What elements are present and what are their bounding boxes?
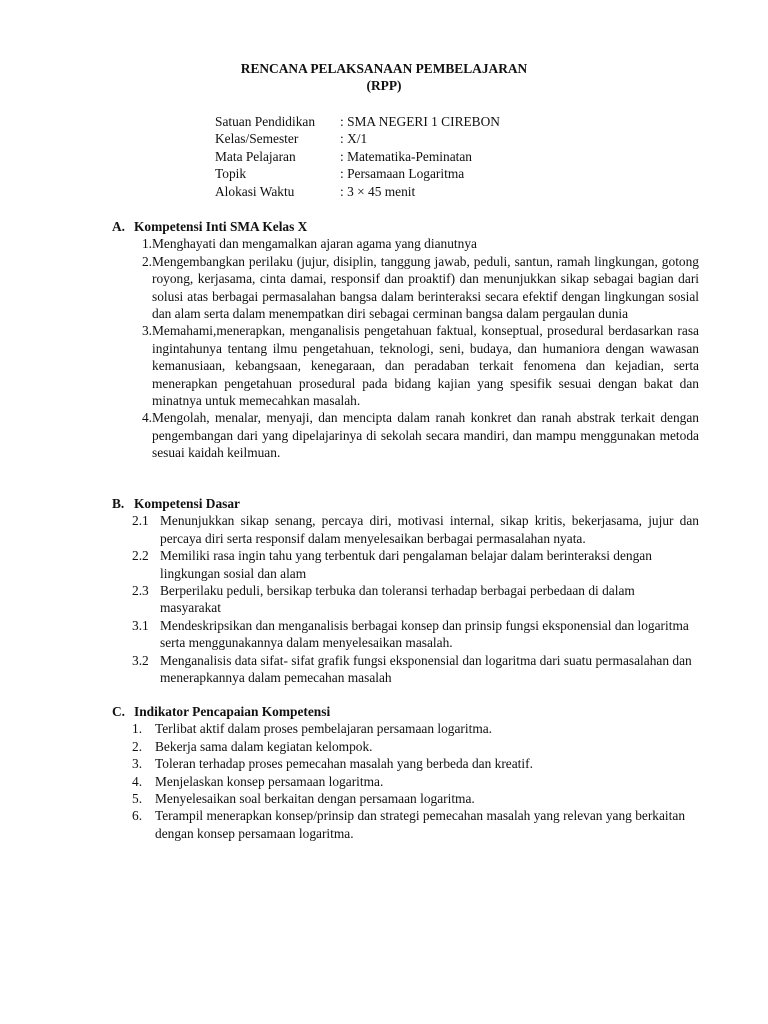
item-text: Menjelaskan konsep persamaan logaritma. [155, 773, 384, 789]
list-item [132, 512, 699, 547]
item-number: 2. [132, 738, 143, 754]
item-text: Mengembangkan perilaku (jujur, disiplin, tanggung jawab, peduli, santun, ramah lingkungan, gotong royong, kerjasama, cinta damai, responsif dan proaktif) dan menunjukkan sikap sebagai bagian dari solusi atas berbagai permasalahan bangsa dalam berinteraksi secara efektif dengan lingkungan sosial dan alam serta dalam menempatkan diri sebagai cerminan bangsa dalam pergaulan dunia [152, 253, 699, 322]
item-number: 3.2 [132, 652, 149, 668]
item-text: Menghayati dan mengamalkan ajaran agama yang dianutnya [152, 236, 477, 252]
item-text: Menganalisis data sifat- sifat grafik fungsi eksponensial dan logaritma dari suatu permasalahan dan menerapkannya dalam pemecahan masalah [160, 652, 692, 686]
list-item [132, 547, 699, 582]
section-list [112, 720, 699, 842]
section-list [112, 512, 699, 686]
list-item [132, 617, 699, 652]
item-text: Mengolah, menalar, menyaji, dan mencipta dalam ranah konkret dan ranah abstrak terkait dengan pengembangan dari yang dipelajarinya di sekolah secara mandiri, dan mampu menggunakan metoda sesuai kaidah keilmuan. [152, 410, 699, 461]
item-text: Toleran terhadap proses pemecahan masalah yang berbeda dan kreatif. [155, 756, 533, 772]
identity-value: : Persamaan Logaritma [340, 166, 465, 182]
item-text: Terlibat aktif dalam proses pembelajaran persamaan logaritma. [155, 721, 493, 737]
section-title: Indikator Pencapaian Kompetensi [134, 704, 331, 719]
item-text: Berperilaku peduli, bersikap terbuka dan toleransi terhadap berbagai perbedaan di dalam masyarakat [160, 583, 635, 616]
section-letter: B. [112, 496, 125, 511]
item-number: 2.2 [132, 548, 149, 564]
identity-label: Topik [215, 166, 247, 182]
identity-value: : 3 × 45 menit [340, 183, 416, 199]
section-heading [112, 218, 699, 235]
item-number: 1. [141, 236, 152, 252]
identity-row [215, 165, 500, 182]
item-number: 4. [141, 410, 152, 426]
item-number: 3.1 [132, 617, 149, 633]
section-letter: C. [112, 704, 126, 719]
section-kompetensi-inti [112, 218, 699, 462]
item-number: 4. [132, 773, 143, 789]
item-text: Menyelesaikan soal berkaitan dengan persamaan logaritma. [155, 791, 475, 807]
identity-label: Kelas/Semester [215, 131, 299, 147]
identity-value: : Matematika-Peminatan [340, 148, 473, 164]
identity-row [215, 113, 500, 130]
list-item [132, 790, 699, 807]
section-title: Kompetensi Inti SMA Kelas X [134, 219, 308, 234]
item-number: 3. [141, 323, 152, 339]
section-heading [112, 495, 699, 512]
list-item [134, 409, 699, 461]
item-number: 5. [132, 791, 143, 807]
identity-value: : X/1 [340, 131, 368, 147]
item-text: Memahami,menerapkan, menganalisis pengetahuan faktual, konseptual, prosedural berdasarkan rasa ingintahunya tentang ilmu pengetahuan, teknologi, seni, budaya, dan humaniora dengan wawasan kemanusiaan, kebangsaan, kenegaraan, dan peradaban terkait fenomena dan kejadian, serta menerapkan pengetahuan prosedural pada bidang kajian yang spesifik sesuai dengan bakat dan minatnya untuk memecahkan masalah. [152, 323, 699, 409]
item-text: Mendeskripsikan dan menganalisis berbagai konsep dan prinsip fungsi eksponensial dan logaritma serta menggunakannya dalam menyelesaikan masalah. [160, 617, 689, 651]
identity-value: : SMA NEGERI 1 CIREBON [340, 114, 500, 129]
identity-label: Mata Pelajaran [215, 148, 296, 164]
list-item [132, 652, 699, 687]
item-number: 6. [132, 808, 143, 824]
title-line-2: (RPP) [366, 78, 402, 94]
identity-label: Satuan Pendidikan [215, 114, 316, 129]
document-title [0, 60, 768, 95]
section-list [112, 235, 699, 461]
item-number: 2.3 [132, 583, 149, 599]
list-item [132, 755, 699, 772]
identity-table [215, 113, 500, 200]
list-item [132, 720, 699, 737]
identity-row [215, 148, 500, 165]
item-number: 3. [132, 756, 143, 772]
list-item [134, 235, 699, 252]
list-item [132, 738, 699, 755]
item-text: Terampil menerapkan konsep/prinsip dan strategi pemecahan masalah yang relevan yang berkaitan dengan konsep persamaan logaritma. [155, 808, 686, 841]
section-letter: A. [112, 219, 126, 234]
item-text: Menunjukkan sikap senang, percaya diri, motivasi internal, sikap kritis, bekerjasama, jujur dan percaya diri serta responsif dalam menyelesaikan berbagai permasalahan nyata. [160, 513, 699, 546]
item-number: 2. [141, 253, 152, 269]
identity-row [215, 183, 500, 200]
item-text: Memiliki rasa ingin tahu yang terbentuk dari pengalaman belajar dalam berinteraksi dengan lingkungan sosial dan alam [160, 548, 652, 581]
section-indikator [112, 703, 699, 842]
item-number: 2.1 [132, 513, 149, 529]
list-item [134, 253, 699, 323]
list-item [132, 807, 699, 842]
list-item [134, 322, 699, 409]
item-text: Bekerja sama dalam kegiatan kelompok. [155, 738, 373, 754]
section-heading [112, 703, 699, 720]
list-item [132, 773, 699, 790]
section-kompetensi-dasar [112, 495, 699, 686]
item-number: 1. [132, 721, 143, 737]
identity-label: Alokasi Waktu [215, 183, 295, 199]
title-line-1: RENCANA PELAKSANAAN PEMBELAJARAN [240, 61, 528, 76]
section-title: Kompetensi Dasar [134, 496, 241, 511]
identity-row [215, 130, 500, 147]
list-item [132, 582, 699, 617]
